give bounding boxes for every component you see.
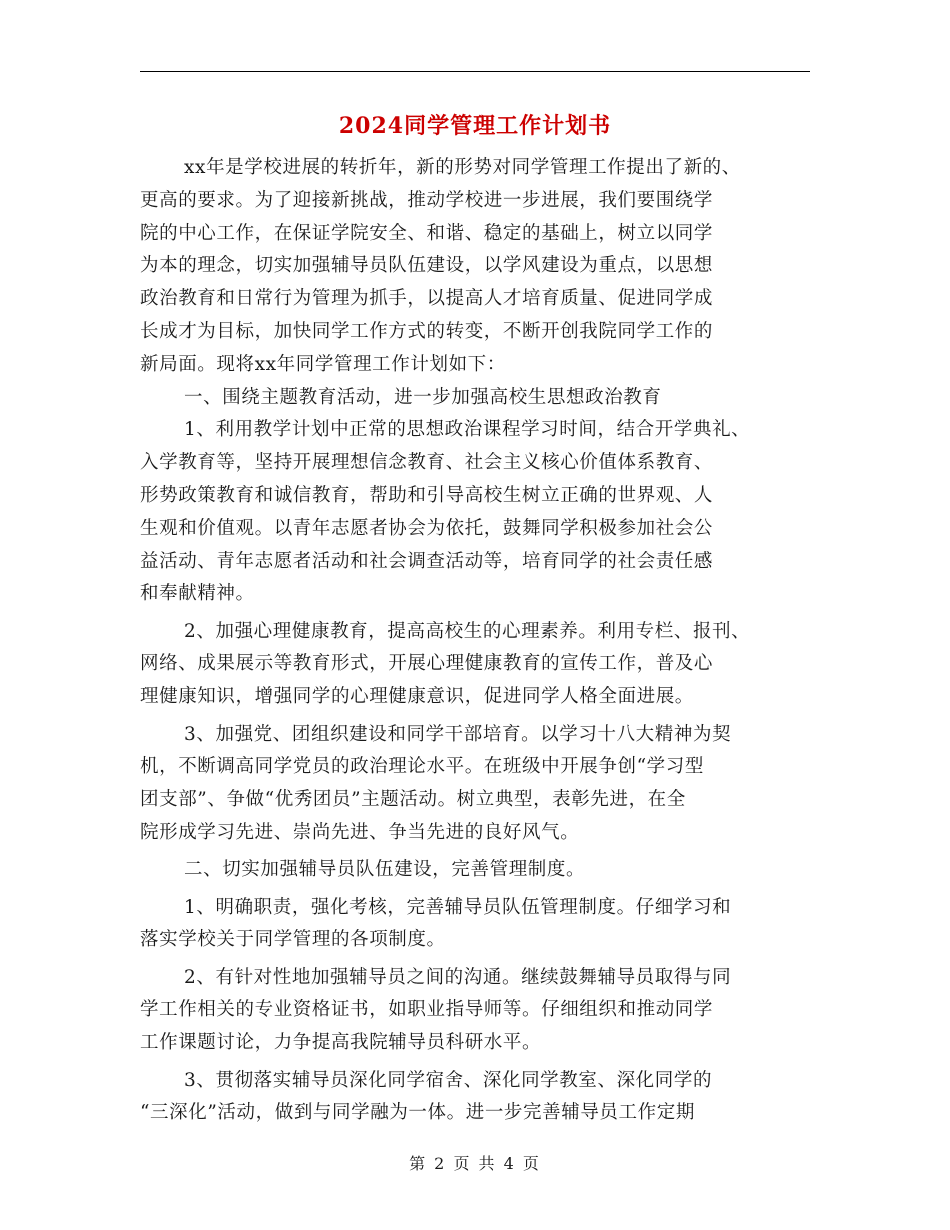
- body-line: 一、围绕主题教育活动，进一步加强高校生思想政治教育: [184, 386, 662, 408]
- body-line: 2、有针对性地加强辅导员之间的沟通。继续鼓舞辅导员取得与同: [184, 966, 732, 988]
- body-line: xx年是学校进展的转折年，新的形势对同学管理工作提出了新的、: [184, 157, 741, 178]
- body-line: 长成才为目标，加快同学工作方式的转变，不断开创我院同学工作的: [140, 320, 714, 342]
- body-line: 入学教育等，坚持开展理想信念教育、社会主义核心价值体系教育、: [140, 452, 714, 474]
- page-footer: 第 2 页 共 4 页: [409, 1154, 541, 1173]
- body-line: 院形成学习先进、崇尚先进、争当先进的良好风气。: [140, 821, 580, 843]
- body-line: 政治教育和日常行为管理为抓手，以提高人才培育质量、促进同学成: [140, 288, 714, 310]
- body-line: “三深化”活动，做到与同学融为一体。进一步完善辅导员工作定期: [140, 1102, 695, 1124]
- body-line: 二、切实加强辅导员队伍建设，完善管理制度。: [184, 859, 586, 881]
- body-line: 为本的理念，切实加强辅导员队伍建设，以学风建设为重点，以思想: [140, 255, 714, 277]
- body-line: 2、加强心理健康教育，提高高校生的心理素养。利用专栏、报刊、: [184, 620, 751, 642]
- body-line: 更高的要求。为了迎接新挑战，推动学校进一步进展，我们要围绕学: [140, 189, 714, 211]
- body-line: 团支部”、争做“优秀团员”主题活动。树立典型，表彰先进，在全: [140, 789, 686, 811]
- body-line: 机，不断调高同学党员的政治理论水平。在班级中开展争创“学习型: [140, 756, 704, 778]
- body-line: 1、利用教学计划中正常的思想政治课程学习时间，结合开学典礼、: [184, 419, 751, 441]
- body-line: 3、加强党、团组织建设和同学干部培育。以学习十八大精神为契: [184, 723, 732, 745]
- body-line: 形势政策教育和诚信教育，帮助和引导高校生树立正确的世界观、人: [140, 484, 714, 506]
- body-line: 3、贯彻落实辅导员深化同学宿舍、深化同学教室、深化同学的: [184, 1069, 713, 1091]
- body-line: 院的中心工作，在保证学院安全、和谐、稳定的基础上，树立以同学: [140, 222, 714, 244]
- body-line: 和奉献精神。: [140, 583, 255, 605]
- body-line: 理健康知识，增强同学的心理健康意识，促进同学人格全面进展。: [140, 686, 694, 708]
- body-line: 落实学校关于同学管理的各项制度。: [140, 929, 446, 951]
- body-line: 1、明确职责，强化考核，完善辅导员队伍管理制度。仔细学习和: [184, 896, 732, 918]
- header-rule: [140, 71, 810, 72]
- body-line: 益活动、青年志愿者活动和社会调查活动等，培育同学的社会责任感: [140, 550, 714, 572]
- document-title: 2024同学管理工作计划书: [338, 113, 612, 139]
- document-body: [140, 152, 830, 1130]
- body-line: 工作课题讨论，力争提高我院辅导员科研水平。: [140, 1032, 542, 1054]
- body-line: 生观和价值观。以青年志愿者协会为依托，鼓舞同学积极参加社会公: [140, 517, 714, 539]
- body-line: 网络、成果展示等教育形式，开展心理健康教育的宣传工作，普及心: [140, 653, 714, 675]
- body-line: 学工作相关的专业资格证书，如职业指导师等。仔细组织和推动同学: [140, 999, 714, 1021]
- body-line: 新局面。现将xx年同学管理工作计划如下：: [140, 353, 506, 375]
